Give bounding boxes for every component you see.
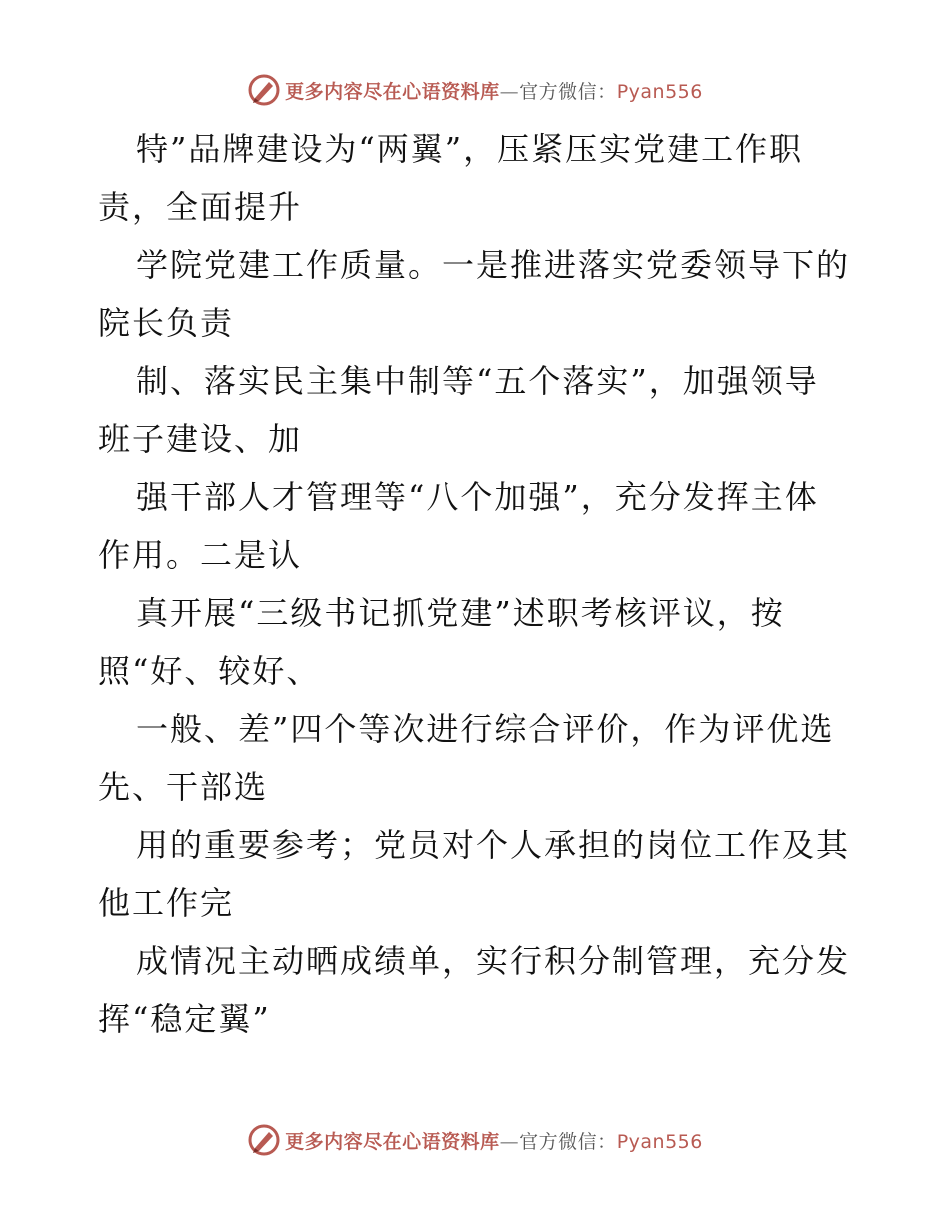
body-line: 班子建设、加: [98, 420, 303, 458]
watermark-dash: —: [499, 80, 520, 103]
body-line: 学院党建工作质量。一是推进落实党委领导下的: [136, 246, 851, 284]
document-body: [98, 120, 868, 1048]
body-line: 一般、差”四个等次进行综合评价，作为评优选: [136, 710, 835, 748]
body-line: 制、落实民主集中制等“五个落实”，加强领导: [136, 362, 819, 400]
pen-logo-icon: [247, 73, 281, 107]
watermark-dash: —: [499, 1130, 520, 1153]
watermark-id: Pyan556: [616, 1130, 703, 1153]
pen-logo-icon: [247, 1123, 281, 1157]
watermark-id: Pyan556: [616, 80, 703, 103]
body-line: 他工作完: [98, 884, 235, 922]
footer-watermark: [0, 1120, 950, 1160]
body-line: 作用。二是认: [98, 536, 303, 574]
body-line: 院长负责: [98, 304, 235, 342]
watermark-text: [285, 1127, 703, 1154]
body-line: 先、干部选: [98, 768, 269, 806]
body-line: 真开展“三级书记抓党建”述职考核评议，按: [136, 594, 785, 632]
watermark-sub: 官方微信：: [519, 1130, 617, 1153]
body-line: 照“好、较好、: [98, 652, 321, 690]
body-line: 挥“稳定翼”: [98, 1000, 271, 1038]
body-line: 强干部人才管理等“八个加强”，充分发挥主体: [136, 478, 819, 516]
watermark-sub: 官方微信：: [519, 80, 617, 103]
body-line: 用的重要参考；党员对个人承担的岗位工作及其: [136, 826, 851, 864]
header-watermark: [0, 70, 950, 110]
watermark-main: 更多内容尽在心语资料库: [285, 1130, 500, 1153]
watermark-text: [285, 77, 703, 104]
body-line: 成情况主动晒成绩单，实行积分制管理，充分发: [136, 942, 851, 980]
body-line: 责，全面提升: [98, 188, 303, 226]
watermark-main: 更多内容尽在心语资料库: [285, 80, 500, 103]
body-line: 特”品牌建设为“两翼”，压紧压实党建工作职: [136, 130, 804, 168]
